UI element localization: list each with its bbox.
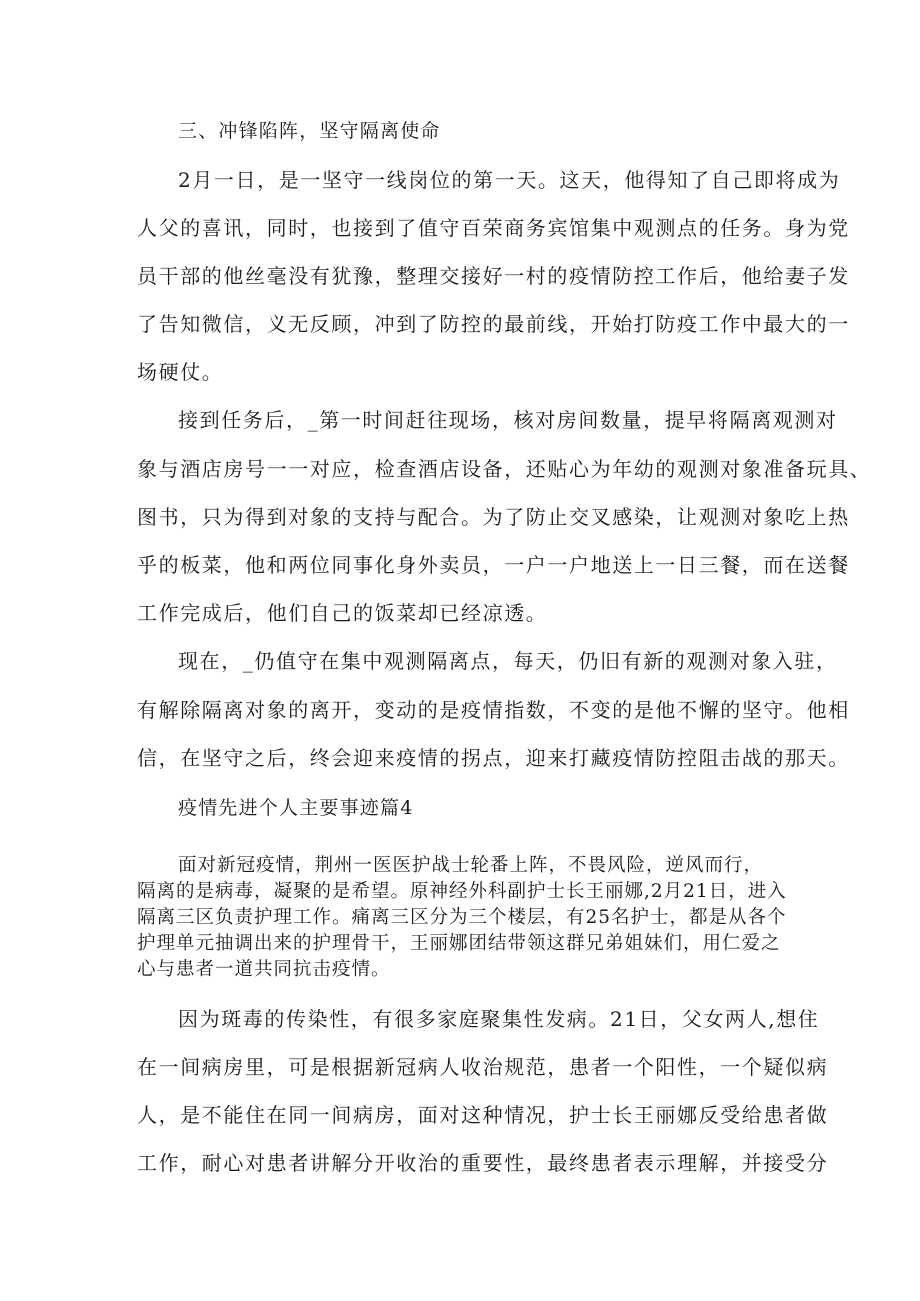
paragraph-line: 场硬仗。 [137,360,224,384]
paragraph-line: 隔离的是病毒，凝聚的是希望。原神经外科副护士长王丽娜,2月21日，进入 [137,881,787,902]
section-heading: 三、冲锋陷阵，坚守隔离使命 [178,120,441,142]
article-title: 疫情先进个人主要事迹篇4 [178,797,414,819]
paragraph-line: 现在，_仍值守在集中观测隔离点，每天，仍旧有新的观测对象入驻， [178,649,838,673]
paragraph-line: 工作完成后，他们自己的饭菜却已经凉透。 [137,601,548,625]
paragraph-line: 象与酒店房号一一对应，检查酒店设备，还贴心为年幼的观测对象准备玩具、 [137,457,872,481]
paragraph-line: 人，是不能住在同一间病房，面对这种情况，护士长王丽娜反受给患者做 [137,1103,829,1127]
paragraph-line: 员干部的他丝毫没有犹豫，整理交接好一村的疫情防控工作后，他给妻子发 [137,264,850,288]
paragraph-line: 人父的喜讯，同时，也接到了值守百荣商务宾馆集中观测点的任务。身为党 [137,216,850,240]
paragraph-line: 在一间病房里，可是根据新冠病人收治规范，患者一个阳性，一个疑似病 [137,1055,829,1079]
paragraph-line: 隔离三区负责护理工作。痛离三区分为三个楼层，有25名护士，都是从各个 [137,907,787,928]
paragraph-line: 面对新冠疫情，荆州一医医护战士轮番上阵，不畏风险，逆风而行， [178,855,764,876]
paragraph-line: 信，在坚守之后，终会迎来疫情的拐点，迎来打藏疫情防控阻击战的那天。 [137,746,850,770]
paragraph-line: 乎的板菜，他和两位同事化身外卖员，一户一户地送上一日三餐，而在送餐 [137,553,850,577]
paragraph-line: 因为斑毒的传染性，有很多家庭聚集性发病。21日，父女两人,想住 [178,1007,820,1031]
paragraph-line: 工作，耐心对患者讲解分开收治的重要性，最终患者表示理解，并接受分 [137,1151,829,1175]
paragraph-line: 了告知微信，义无反顾，冲到了防控的最前线，开始打防疫工作中最大的一 [137,312,850,336]
paragraph-line: 心与患者一道共同抗击疫情。 [137,959,391,980]
paragraph-line: 护理单元抽调出来的护理骨干，王丽娜团结带领这群兄弟姐妹们，用仁爱之 [137,933,781,954]
paragraph-line: 有解除隔离对象的离开，变动的是疫情指数，不变的是他不懈的坚守。他相 [137,698,850,722]
paragraph-line: 接到任务后，_第一时间赶往现场，核对房间数量，提早将隔离观测对 [178,408,838,432]
paragraph-line: 2月一日，是一坚守一线岗位的第一天。这天，他得知了自己即将成为 [178,168,841,192]
paragraph-line: 图书，只为得到对象的支持与配合。为了防止交叉感染，让观测对象吃上热 [137,505,850,529]
